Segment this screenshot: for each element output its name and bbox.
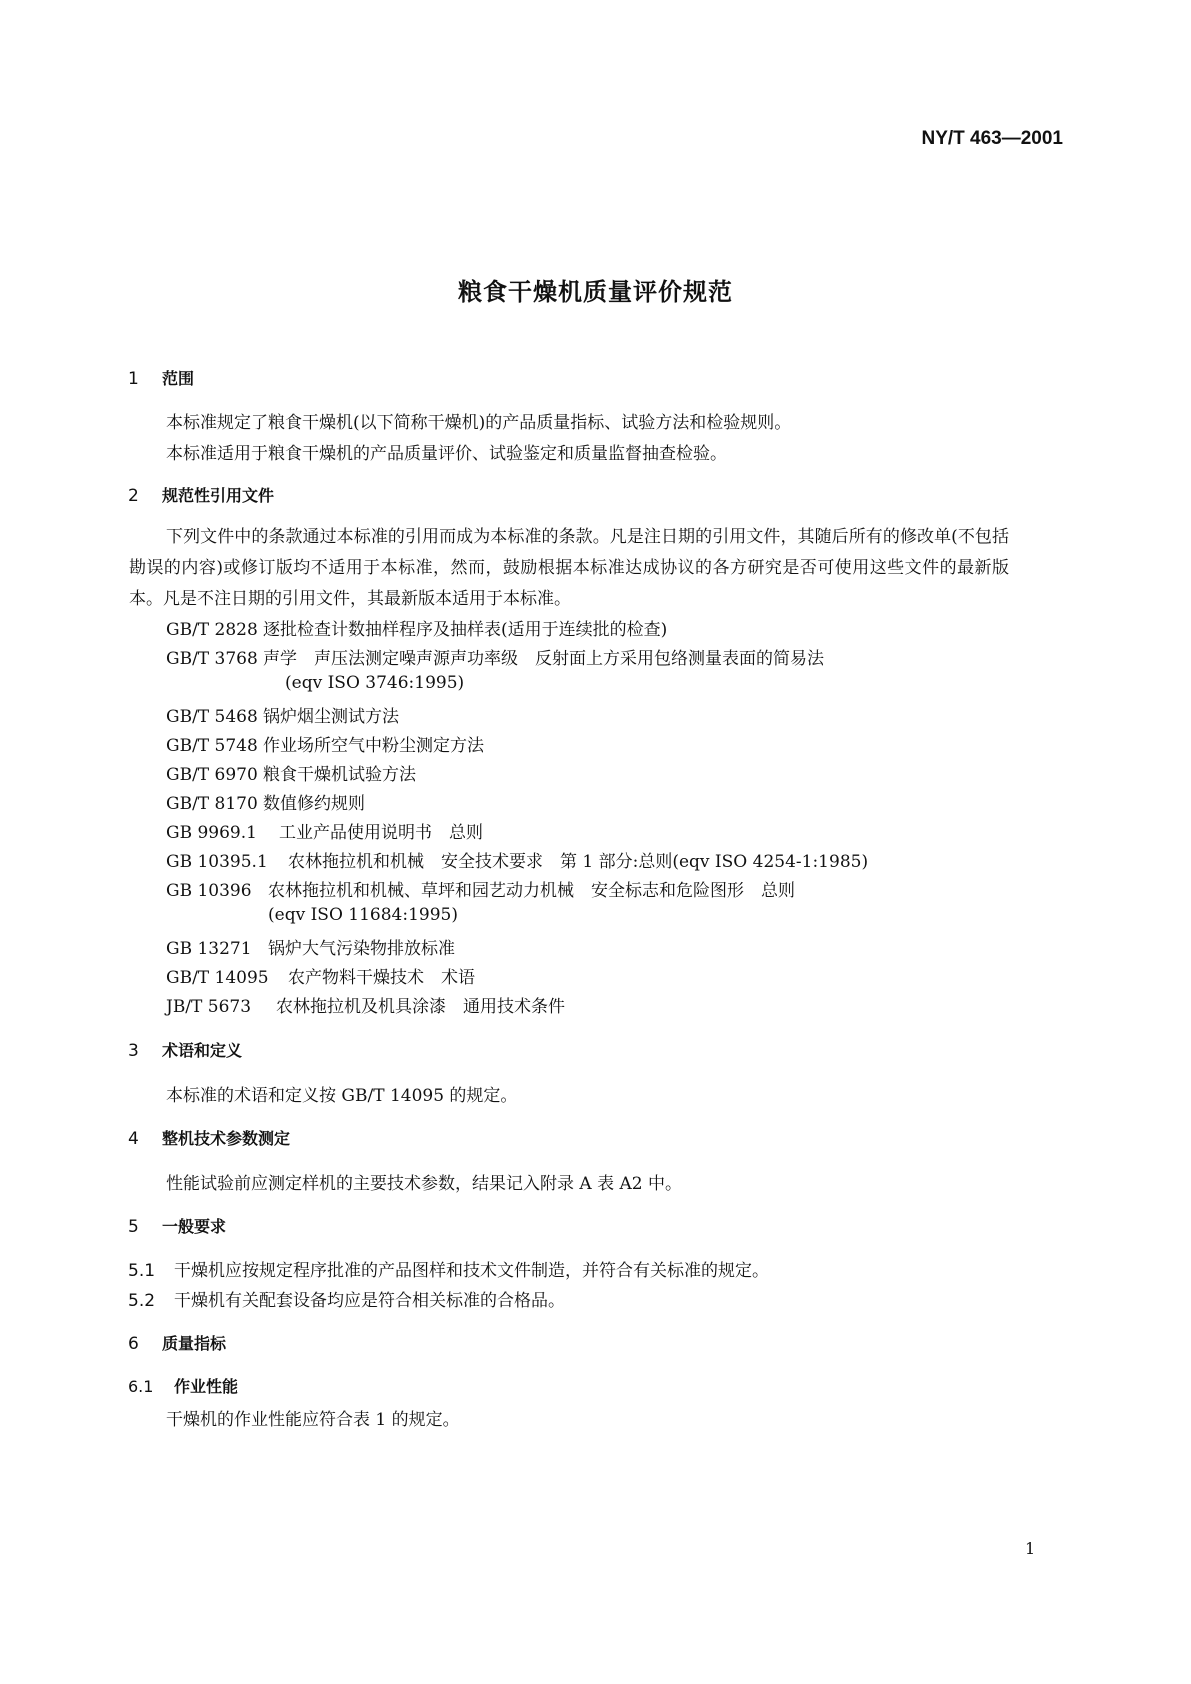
page-number: 1: [1025, 1539, 1036, 1558]
clause-number: 5.2: [128, 1291, 156, 1311]
reference-item: [166, 731, 484, 756]
reference-item: [166, 876, 795, 901]
reference-code: GB 13271: [166, 939, 252, 959]
reference-item: [166, 644, 824, 669]
reference-item: [166, 789, 365, 814]
section-title: 规范性引用文件: [162, 486, 275, 505]
paragraph: 本标准的术语和定义按 GB/T 14095 的规定。: [166, 1086, 518, 1106]
section-number: 2: [128, 486, 139, 506]
section-number: 3: [128, 1041, 139, 1061]
paragraph: 本标准适用于粮食干燥机的产品质量评价、试验鉴定和质量监督抽查检验。: [166, 444, 727, 464]
reference-code: GB/T 3768: [166, 649, 258, 669]
reference-title: 逐批检查计数抽样程序及抽样表(适用于连续批的检查): [263, 620, 668, 640]
section-title: 质量指标: [162, 1334, 227, 1353]
document-title: 粮食干燥机质量评价规范: [458, 278, 733, 306]
clause-text: 干燥机有关配套设备均应是符合相关标准的合格品。: [174, 1291, 565, 1311]
reference-code: GB 10396: [166, 881, 252, 901]
section-title: 术语和定义: [162, 1041, 243, 1060]
section-title: 一般要求: [162, 1217, 227, 1236]
reference-code: GB 10395.1: [166, 852, 268, 872]
reference-item: [166, 615, 667, 640]
clause-number: 5.1: [128, 1261, 156, 1281]
clause-title: 作业性能: [174, 1377, 239, 1396]
reference-title: 农林拖拉机和机械 安全技术要求 第 1 部分:总则(eqv ISO 4254-1:1985): [288, 852, 869, 872]
reference-code: GB/T 14095: [166, 968, 269, 988]
reference-code: GB/T 5748: [166, 736, 258, 756]
paragraph: 本标准规定了粮食干燥机(以下简称干燥机)的产品质量指标、试验方法和检验规则。: [166, 413, 792, 433]
section-5-heading: [128, 1214, 226, 1237]
reference-code: GB/T 5468: [166, 707, 258, 727]
paragraph: 干燥机的作业性能应符合表 1 的规定。: [166, 1410, 460, 1430]
section-2-heading: [128, 483, 274, 506]
reference-title: 工业产品使用说明书 总则: [279, 823, 483, 843]
section-4-heading: [128, 1126, 290, 1149]
reference-title: 粮食干燥机试验方法: [263, 765, 416, 785]
reference-title: 锅炉大气污染物排放标准: [268, 939, 455, 959]
reference-item: [166, 992, 565, 1017]
section-3-heading: [128, 1038, 242, 1061]
reference-code: JB/T 5673: [166, 997, 252, 1017]
reference-code: GB/T 8170: [166, 794, 258, 814]
clause-text: 干燥机应按规定程序批准的产品图样和技术文件制造，并符合有关标准的规定。: [174, 1261, 769, 1281]
reference-title: 作业场所空气中粉尘测定方法: [263, 736, 484, 756]
reference-item: [166, 934, 455, 959]
reference-continuation: (eqv ISO 11684:1995): [268, 905, 458, 925]
section-number: 4: [128, 1129, 139, 1149]
reference-title: 农林拖拉机和机械、草坪和园艺动力机械 安全标志和危险图形 总则: [268, 881, 795, 901]
section-1-heading: [128, 366, 194, 389]
section-number: 5: [128, 1217, 139, 1237]
reference-title: 锅炉烟尘测试方法: [263, 707, 399, 727]
paragraph: 下列文件中的条款通过本标准的引用而成为本标准的条款。凡是注日期的引用文件，其随后所有的修改单(不包括勘误的内容)或修订版均不适用于本标准，然而，鼓励根据本标准达成协议的各方研究是否可使用这些文件的最新版本。凡是不注日期的引用文件，其最新版本适用于本标准。: [129, 527, 1009, 609]
section-title: 范围: [162, 369, 195, 388]
standard-number: NY/T 463—2001: [921, 128, 1063, 149]
reference-title: 农林拖拉机及机具涂漆 通用技术条件: [276, 997, 565, 1017]
paragraph: 性能试验前应测定样机的主要技术参数，结果记入附录 A 表 A2 中。: [166, 1174, 682, 1194]
section-number: 6: [128, 1334, 139, 1354]
clause-6-1-heading: [128, 1374, 238, 1397]
section-6-heading: [128, 1331, 226, 1354]
reference-item: [166, 702, 399, 727]
reference-title: 数值修约规则: [263, 794, 365, 814]
clause-5-1: [128, 1256, 769, 1281]
reference-title: 声学 声压法测定噪声源声功率级 反射面上方采用包络测量表面的简易法: [263, 649, 824, 669]
reference-code: GB/T 6970: [166, 765, 258, 785]
clause-5-2: [128, 1286, 565, 1311]
reference-item: [166, 760, 416, 785]
clause-number: 6.1: [128, 1377, 154, 1396]
reference-item: [166, 963, 475, 988]
reference-continuation: (eqv ISO 3746:1995): [285, 673, 465, 693]
reference-code: GB 9969.1: [166, 823, 257, 843]
reference-item: [166, 847, 868, 872]
reference-code: GB/T 2828: [166, 620, 258, 640]
reference-title: 农产物料干燥技术 术语: [288, 968, 475, 988]
section-title: 整机技术参数测定: [162, 1129, 291, 1148]
reference-item: [166, 818, 483, 843]
section-number: 1: [128, 369, 139, 389]
